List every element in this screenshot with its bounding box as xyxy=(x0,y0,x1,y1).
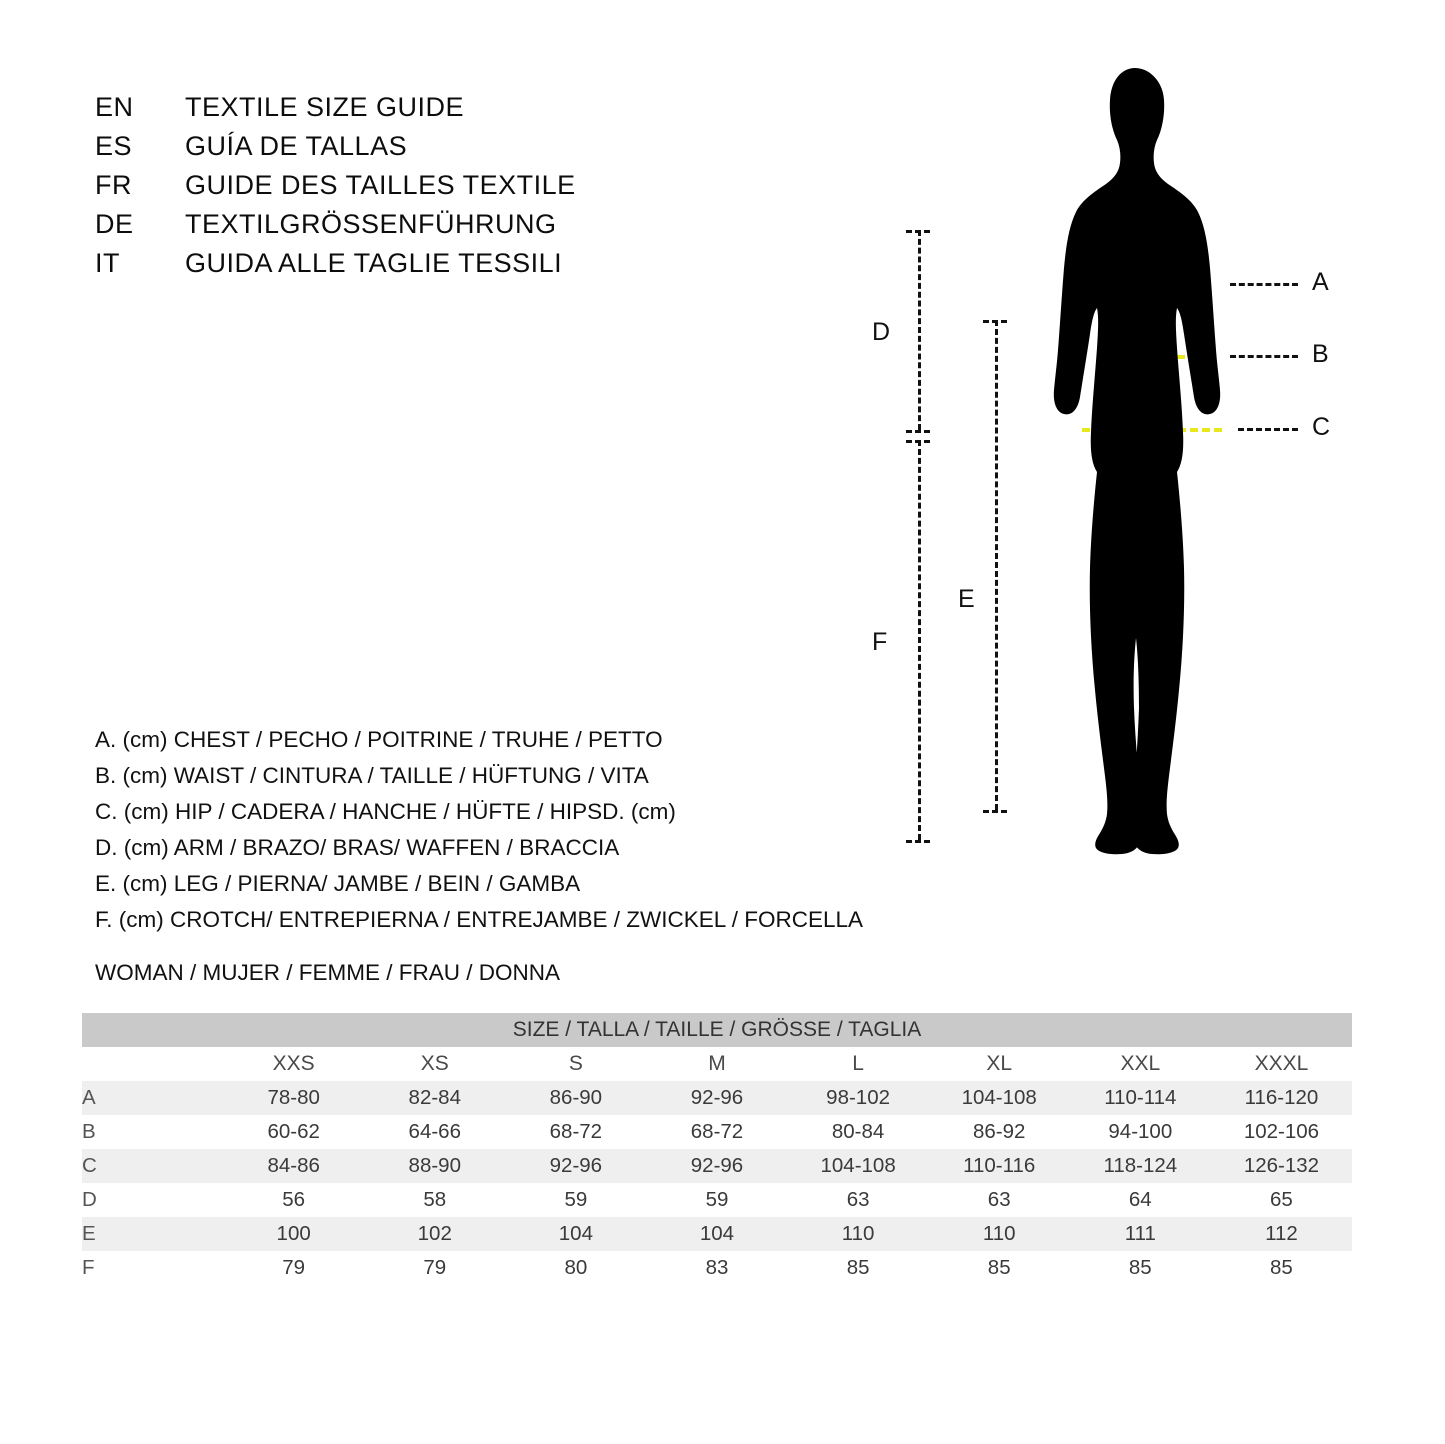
size-col-xs: XS xyxy=(364,1047,505,1081)
cell-b-s: 68-72 xyxy=(505,1115,646,1149)
title-row xyxy=(95,170,576,209)
cell-a-s: 86-90 xyxy=(505,1081,646,1115)
row-label-c: C xyxy=(82,1149,223,1183)
bracket-f-line xyxy=(918,440,921,840)
female-silhouette-icon xyxy=(1020,60,1250,880)
cell-e-s: 104 xyxy=(505,1217,646,1251)
bracket-e-top-cap xyxy=(983,320,1007,323)
bracket-f-bottom-cap xyxy=(906,840,930,843)
row-label-b: B xyxy=(82,1115,223,1149)
row-label-a: A xyxy=(82,1081,223,1115)
cell-f-xl: 85 xyxy=(929,1251,1070,1285)
cell-e-m: 104 xyxy=(646,1217,787,1251)
body-measurement-diagram xyxy=(830,40,1390,940)
legend-item-c: C. (cm) HIP / CADERA / HANCHE / HÜFTE / HIPSD. (cm) xyxy=(95,799,676,824)
cell-f-l: 85 xyxy=(788,1251,929,1285)
table-header-row xyxy=(82,1013,1352,1047)
title-row xyxy=(95,131,576,170)
title-lang-code: ES xyxy=(95,131,133,161)
cell-d-xxxl: 65 xyxy=(1211,1183,1352,1217)
row-label-e: E xyxy=(82,1217,223,1251)
bracket-e-bottom-cap xyxy=(983,810,1007,813)
title-lang-text: GUIDE DES TAILLES TEXTILE xyxy=(185,170,576,200)
cell-d-xxl: 64 xyxy=(1070,1183,1211,1217)
cell-b-m: 68-72 xyxy=(646,1115,787,1149)
cell-d-xl: 63 xyxy=(929,1183,1070,1217)
table-row xyxy=(82,1149,1352,1183)
title-lang-text: TEXTILGRÖSSENFÜHRUNG xyxy=(185,209,557,239)
title-lang-code: IT xyxy=(95,248,120,278)
bracket-d-line xyxy=(918,230,921,430)
legend-item-d: D. (cm) ARM / BRAZO/ BRAS/ WAFFEN / BRACCIA xyxy=(95,835,620,860)
size-col-xxl: XXL xyxy=(1070,1047,1211,1081)
cell-c-l: 104-108 xyxy=(788,1149,929,1183)
cell-b-xxl: 94-100 xyxy=(1070,1115,1211,1149)
bracket-f-top-cap xyxy=(906,440,930,443)
title-row xyxy=(95,92,576,131)
cell-d-m: 59 xyxy=(646,1183,787,1217)
cell-e-xxs: 100 xyxy=(223,1217,364,1251)
cell-a-xxs: 78-80 xyxy=(223,1081,364,1115)
cell-f-s: 80 xyxy=(505,1251,646,1285)
cell-b-xxxl: 102-106 xyxy=(1211,1115,1352,1149)
legend-item-a: A. (cm) CHEST / PECHO / POITRINE / TRUHE / PETTO xyxy=(95,727,663,752)
cell-a-xxxl: 116-120 xyxy=(1211,1081,1352,1115)
cell-e-xl: 110 xyxy=(929,1217,1070,1251)
cell-f-xxxl: 85 xyxy=(1211,1251,1352,1285)
label-d: D xyxy=(872,318,891,346)
label-b: B xyxy=(1312,340,1329,368)
cell-f-xxs: 79 xyxy=(223,1251,364,1285)
legend-item-f: F. (cm) CROTCH/ ENTREPIERNA / ENTREJAMBE / ZWICKEL / FORCELLA xyxy=(95,907,863,932)
cell-a-xl: 104-108 xyxy=(929,1081,1070,1115)
cell-e-l: 110 xyxy=(788,1217,929,1251)
cell-c-xxl: 118-124 xyxy=(1070,1149,1211,1183)
row-label-f: F xyxy=(82,1251,223,1285)
size-col-xxxl: XXXL xyxy=(1211,1047,1352,1081)
size-col-m: M xyxy=(646,1047,787,1081)
table-row xyxy=(82,1081,1352,1115)
bracket-d-bottom-cap xyxy=(906,430,930,433)
row-label-d: D xyxy=(82,1183,223,1217)
legend-item-e: E. (cm) LEG / PIERNA/ JAMBE / BEIN / GAMBA xyxy=(95,871,581,896)
title-block xyxy=(95,92,576,287)
cell-a-xs: 82-84 xyxy=(364,1081,505,1115)
cell-a-xxl: 110-114 xyxy=(1070,1081,1211,1115)
title-row xyxy=(95,248,576,287)
label-f: F xyxy=(872,628,888,656)
cell-f-m: 83 xyxy=(646,1251,787,1285)
cell-b-xxs: 60-62 xyxy=(223,1115,364,1149)
cell-c-s: 92-96 xyxy=(505,1149,646,1183)
table-row xyxy=(82,1183,1352,1217)
cell-c-xs: 88-90 xyxy=(364,1149,505,1183)
cell-c-m: 92-96 xyxy=(646,1149,787,1183)
bracket-e-line xyxy=(995,320,998,810)
title-lang-text: GUIDA ALLE TAGLIE TESSILI xyxy=(185,248,563,278)
cell-b-xl: 86-92 xyxy=(929,1115,1070,1149)
cell-a-m: 92-96 xyxy=(646,1081,787,1115)
cell-d-xs: 58 xyxy=(364,1183,505,1217)
cell-d-xxs: 56 xyxy=(223,1183,364,1217)
measurement-legend xyxy=(95,722,863,938)
cell-e-xs: 102 xyxy=(364,1217,505,1251)
size-table-wrapper xyxy=(82,1013,1352,1285)
cell-b-l: 80-84 xyxy=(788,1115,929,1149)
table-sizes-row xyxy=(82,1047,1352,1081)
cell-e-xxl: 111 xyxy=(1070,1217,1211,1251)
cell-c-xxxl: 126-132 xyxy=(1211,1149,1352,1183)
title-lang-text: TEXTILE SIZE GUIDE xyxy=(185,92,465,122)
legend-item-b: B. (cm) WAIST / CINTURA / TAILLE / HÜFTUNG / VITA xyxy=(95,763,649,788)
cell-c-xxs: 84-86 xyxy=(223,1149,364,1183)
sizes-row-corner xyxy=(82,1047,223,1081)
cell-d-l: 63 xyxy=(788,1183,929,1217)
table-row xyxy=(82,1217,1352,1251)
cell-a-l: 98-102 xyxy=(788,1081,929,1115)
title-lang-text: GUÍA DE TALLAS xyxy=(185,131,408,161)
size-col-l: L xyxy=(788,1047,929,1081)
size-col-s: S xyxy=(505,1047,646,1081)
title-row xyxy=(95,209,576,248)
cell-e-xxxl: 112 xyxy=(1211,1217,1352,1251)
label-c: C xyxy=(1312,413,1331,441)
cell-c-xl: 110-116 xyxy=(929,1149,1070,1183)
label-e: E xyxy=(958,585,975,613)
group-label: WOMAN / MUJER / FEMME / FRAU / DONNA xyxy=(95,960,560,985)
title-lang-code: DE xyxy=(95,209,134,239)
size-col-xxs: XXS xyxy=(223,1047,364,1081)
cell-f-xs: 79 xyxy=(364,1251,505,1285)
label-a: A xyxy=(1312,268,1329,296)
size-col-xl: XL xyxy=(929,1047,1070,1081)
table-row xyxy=(82,1251,1352,1285)
table-row xyxy=(82,1115,1352,1149)
cell-f-xxl: 85 xyxy=(1070,1251,1211,1285)
title-lang-code: FR xyxy=(95,170,132,200)
cell-b-xs: 64-66 xyxy=(364,1115,505,1149)
table-header-label: SIZE / TALLA / TAILLE / GRÖSSE / TAGLIA xyxy=(82,1013,1352,1047)
cell-d-s: 59 xyxy=(505,1183,646,1217)
size-table xyxy=(82,1013,1352,1285)
bracket-d-top-cap xyxy=(906,230,930,233)
title-lang-code: EN xyxy=(95,92,134,122)
